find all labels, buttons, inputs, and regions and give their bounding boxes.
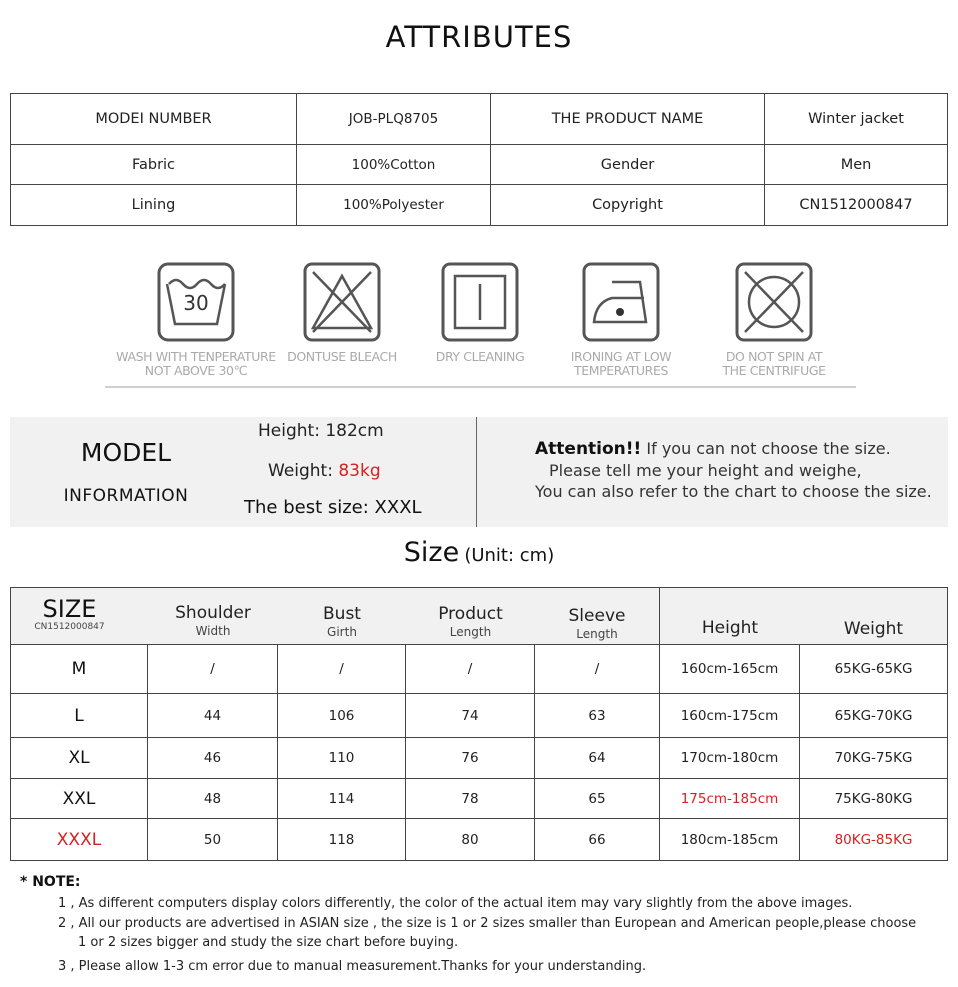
- divider: [476, 417, 477, 527]
- cell-bust: 106: [278, 694, 406, 737]
- attr-value-copyright: CN1512000847: [799, 197, 913, 213]
- cell-shoulder: 48: [148, 779, 278, 818]
- cell-sleeve: /: [535, 645, 660, 693]
- cell-height: 160cm-175cm: [660, 694, 800, 737]
- note-line: 1 or 2 sizes bigger and study the size chart before buying.: [78, 935, 459, 950]
- model-title: MODEL: [80, 438, 172, 467]
- cell-weight-highlight: 80KG-85KG: [834, 831, 913, 848]
- cell-size-highlight: XXXL: [11, 819, 148, 860]
- cell-sleeve: 66: [535, 819, 660, 860]
- cell-sleeve: 63: [535, 694, 660, 737]
- table-row: [11, 694, 947, 738]
- cell-height-highlight: 175cm-185cm: [660, 779, 800, 818]
- size-table: [10, 587, 948, 861]
- cell-shoulder: 44: [148, 694, 278, 737]
- attr-label-fabric: Fabric: [11, 145, 297, 184]
- table-row: [11, 645, 947, 694]
- cell-weight: 65KG-65KG: [834, 661, 913, 677]
- care-item: [400, 262, 560, 364]
- cell-bust: /: [278, 645, 406, 693]
- cell-sleeve: 64: [535, 738, 660, 778]
- header-size: SIZE CN1512000847: [34, 595, 105, 632]
- attr-label-lining: Lining: [11, 185, 297, 225]
- cell-length: /: [406, 645, 535, 693]
- attr-label-product-name: THE PRODUCT NAME: [491, 94, 765, 144]
- attr-value-gender: Men: [840, 156, 872, 173]
- attributes-row: [11, 145, 947, 185]
- care-label: DONTUSE BLEACH: [287, 349, 397, 364]
- cell-weight: 70KG-75KG: [834, 750, 913, 766]
- cell-height: 180cm-185cm: [660, 819, 800, 860]
- cell-length: 80: [406, 819, 535, 860]
- size-table-header: [11, 588, 947, 645]
- note-line: 3 , Please allow 1-3 cm error due to manual measurement.Thanks for your understanding.: [58, 959, 647, 974]
- care-item: [541, 262, 701, 378]
- note-line: 2 , All our products are advertised in ASIAN size , the size is 1 or 2 sizes smaller than European and American people,please choose: [58, 916, 917, 931]
- cell-weight: 75KG-80KG: [834, 790, 913, 807]
- header-shoulder: Shoulder Width: [175, 603, 251, 638]
- attr-label-model-number: MODEI NUMBER: [11, 94, 297, 144]
- note-title: * NOTE:: [20, 874, 81, 890]
- note-line: 1 , As different computers display colors differently, the color of the actual item may vary slightly from the above images.: [58, 896, 853, 911]
- cell-length: 78: [406, 779, 535, 818]
- cell-size: XXL: [11, 779, 148, 818]
- header-bust: Bust Girth: [323, 604, 361, 639]
- attr-label-gender: Gender: [491, 145, 765, 184]
- attention-line: Please tell me your height and weighe,: [549, 461, 862, 480]
- attr-value-model-number: JOB-PLQ8705: [297, 94, 491, 144]
- cell-height: 160cm-165cm: [660, 645, 800, 693]
- svg-text:30: 30: [183, 291, 209, 315]
- attention-line: Attention!! If you can not choose the size.: [535, 439, 891, 459]
- model-height: Height: 182cm: [258, 421, 384, 441]
- size-heading: Size (Unit: cm): [403, 537, 555, 568]
- cell-length: 76: [406, 738, 535, 778]
- cell-length: 74: [406, 694, 535, 737]
- model-best-size: The best size: XXXL: [244, 497, 422, 518]
- header-product-length: Product Length: [438, 604, 503, 639]
- table-row: [11, 779, 947, 819]
- header-weight: Weight: [843, 619, 904, 639]
- table-row: [11, 738, 947, 779]
- cell-bust: 110: [278, 738, 406, 778]
- care-label: DRY CLEANING: [435, 349, 525, 364]
- header-height: Height: [701, 618, 759, 638]
- divider: [105, 386, 856, 388]
- care-label: IRONING AT LOW TEMPERATURES: [570, 349, 672, 378]
- cell-height: 170cm-180cm: [660, 738, 800, 778]
- model-weight: Weight: 83kg: [268, 461, 381, 481]
- cell-bust: 118: [278, 819, 406, 860]
- cell-bust: 114: [278, 779, 406, 818]
- care-item: [262, 262, 422, 364]
- cell-sleeve: 65: [535, 779, 660, 818]
- attr-value-fabric: 100%Cotton: [297, 145, 491, 184]
- cell-size: XL: [11, 738, 148, 778]
- model-subtitle: INFORMATION: [63, 486, 189, 506]
- care-item: [694, 262, 854, 378]
- cell-size: M: [11, 645, 148, 693]
- attributes-row: [11, 185, 947, 225]
- cell-shoulder: /: [148, 645, 278, 693]
- care-item: [116, 262, 276, 378]
- attr-label-copyright: Copyright: [491, 185, 765, 225]
- header-sleeve-length: Sleeve Length: [535, 588, 660, 644]
- dry-cleaning-icon: [441, 262, 519, 342]
- attention-line: You can also refer to the chart to choose the size.: [535, 482, 932, 501]
- ironing-low-icon: [582, 262, 660, 342]
- attributes-row: [11, 94, 947, 145]
- care-label: DO NOT SPIN AT THE CENTRIFUGE: [722, 349, 826, 378]
- no-spin-icon: [735, 262, 813, 342]
- cell-weight: 65KG-70KG: [834, 707, 913, 724]
- model-weight-value: 83kg: [338, 461, 381, 481]
- no-bleach-icon: [303, 262, 381, 342]
- attr-value-lining: 100%Polyester: [297, 185, 491, 225]
- cell-size: L: [11, 694, 148, 737]
- attr-value-product-name: Winter jacket: [808, 111, 904, 127]
- page-title: ATTRIBUTES: [385, 20, 573, 54]
- attributes-table: [10, 93, 948, 226]
- care-label: WASH WITH TENPERATURE NOT ABOVE 30℃: [116, 349, 276, 378]
- cell-shoulder: 50: [148, 819, 278, 860]
- cell-shoulder: 46: [148, 738, 278, 778]
- table-row: [11, 819, 947, 860]
- wash-30-icon: [157, 262, 235, 342]
